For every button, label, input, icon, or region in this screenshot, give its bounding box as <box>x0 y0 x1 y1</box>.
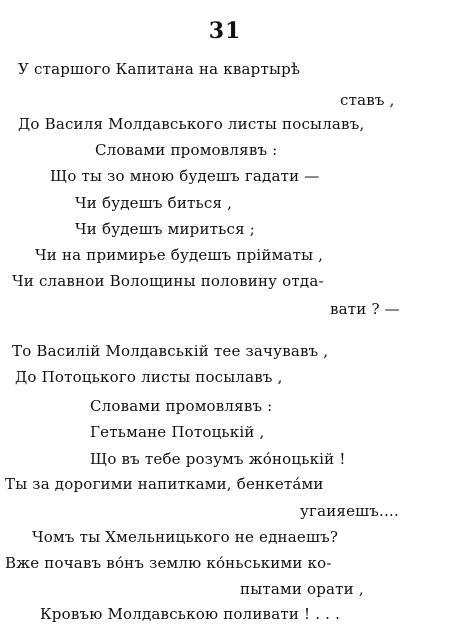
verse-line: До Василя Молдавського листы посылавъ, <box>18 115 365 133</box>
verse-line: ставъ , <box>340 91 395 109</box>
verse-line: Чи славнои Волощины половину отда- <box>12 272 324 290</box>
verse-line: До Потоцького листы посылавъ , <box>15 368 283 386</box>
verse-line: Вже почавъ во́нъ землю ко́ньськими ко- <box>5 554 332 572</box>
verse-line: Словами промовлявъ : <box>90 397 273 415</box>
verse-line: Чи будешъ битьcя , <box>75 194 233 212</box>
verse-line: Що въ тебе розумъ жо́ноцькій ! <box>90 450 346 468</box>
verse-line: То Василій Молдавській тее зачувавъ , <box>12 342 329 360</box>
verse-line: Чи будешъ мириться ; <box>75 220 256 238</box>
verse-line: Чомъ ты Хмельницького не еднаешъ? <box>32 528 339 546</box>
verse-line: Ты за дорогими напитками, бенкета́ми <box>5 475 324 493</box>
verse-line: Що ты зо мною будешъ гадати — <box>50 167 320 185</box>
page-number: 31 <box>208 18 242 44</box>
verse-line: угаияешъ.... <box>300 502 399 520</box>
verse-line: Кровъю Молдавською поливати ! . . . <box>40 605 341 623</box>
verse-line: пытами орати , <box>240 580 364 598</box>
verse-line: вати ? — <box>330 300 400 318</box>
verse-line: Словами промовлявъ : <box>95 141 278 159</box>
verse-line: У старшого Капитана на квартырѣ <box>18 60 301 78</box>
verse-line: Чи на примирье будешъ прійматы , <box>35 246 324 264</box>
verse-line: Гетьмане Потоцькій , <box>90 423 265 441</box>
